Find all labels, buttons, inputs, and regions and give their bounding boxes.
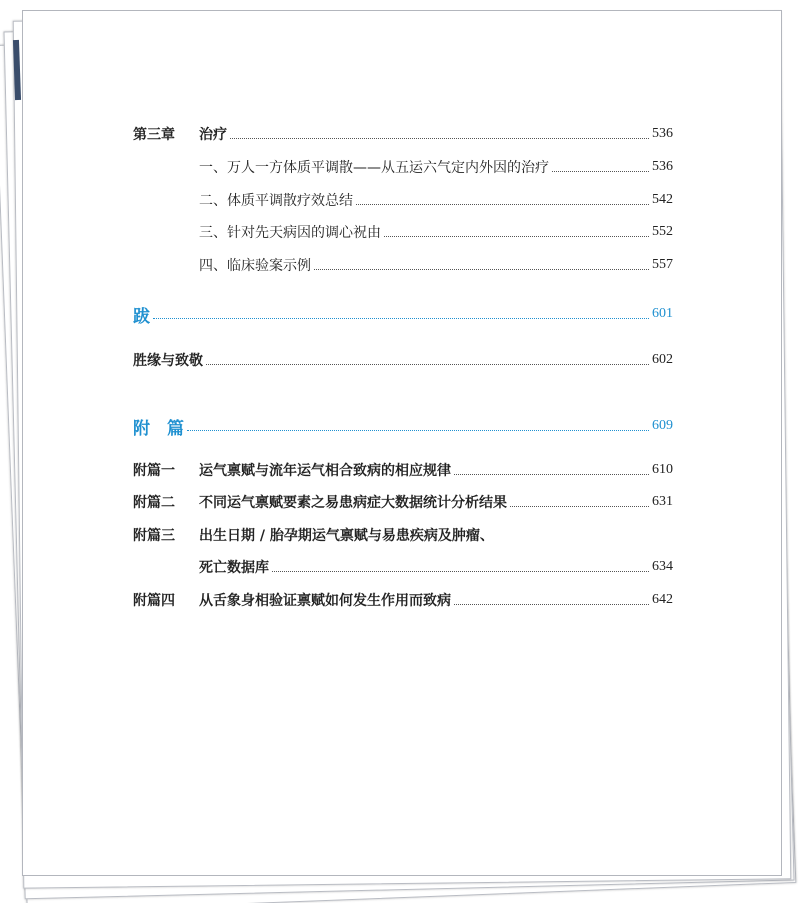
entry-title: 不同运气禀赋要素之易患病症大数据统计分析结果 [199,495,507,511]
entry-label: 第三章 [133,127,175,143]
toc-entry-section[interactable] [133,156,673,178]
entry-page: 602 [652,352,673,367]
leader-dots [187,430,649,431]
leader-dots [314,269,649,270]
entry-page: 601 [652,306,673,321]
entry-page: 536 [652,126,673,141]
entry-title: 二、体质平调散疗效总结 [199,193,353,209]
leader-dots [206,364,649,365]
entry-title: 跋 [133,306,150,327]
leader-dots [454,474,649,475]
leader-dots [356,204,649,205]
toc-entry-appendix-item-continued[interactable] [133,556,673,578]
toc-entry-appendix-item[interactable] [133,589,673,611]
toc-entry-appendix-item[interactable] [133,524,673,546]
leader-dots [454,604,649,605]
entry-page: 536 [652,159,673,174]
entry-page: 542 [652,192,673,207]
leader-dots [272,571,649,572]
entry-title: 一、万人一方体质平调散——从五运六气定内外因的治疗 [199,160,549,176]
toc-entry-postscript[interactable] [133,303,673,325]
entry-title: 附 篇 [133,418,184,439]
entry-label: 附篇四 [133,593,175,609]
toc-entry-section[interactable] [133,254,673,276]
leader-dots [510,506,649,507]
entry-page: 552 [652,224,673,239]
leader-dots [384,236,649,237]
entry-title: 三、针对先天病因的调心祝由 [199,225,381,241]
toc-entry-postscript-item[interactable] [133,349,673,371]
toc-entry-appendix-item[interactable] [133,459,673,481]
entry-title: 出生日期 / 胎孕期运气禀赋与易患疾病及肿瘤、 [199,528,494,544]
entry-page: 642 [652,592,673,607]
entry-label: 附篇三 [133,528,175,544]
entry-title: 四、临床验案示例 [199,258,311,274]
leader-dots [552,171,649,172]
toc-entry-section[interactable] [133,189,673,211]
entry-title: 从舌象身相验证禀赋如何发生作用而致病 [199,593,451,609]
toc-page [22,10,782,876]
entry-label: 附篇二 [133,495,175,511]
entry-page: 631 [652,494,673,509]
entry-page: 634 [652,559,673,574]
toc-entry-appendix[interactable] [133,415,673,437]
toc-entry-section[interactable] [133,221,673,243]
toc-entry-appendix-item[interactable] [133,491,673,513]
leader-dots [230,138,649,139]
toc-entry-chapter-3[interactable] [133,123,673,145]
entry-label: 附篇一 [133,463,175,479]
entry-page: 609 [652,418,673,433]
entry-page: 557 [652,257,673,272]
entry-title: 运气禀赋与流年运气相合致病的相应规律 [199,463,451,479]
entry-title: 治疗 [199,127,227,143]
entry-title-continued: 死亡数据库 [199,560,269,576]
leader-dots [153,318,649,319]
entry-title: 胜缘与致敬 [133,353,203,369]
entry-page: 610 [652,462,673,477]
